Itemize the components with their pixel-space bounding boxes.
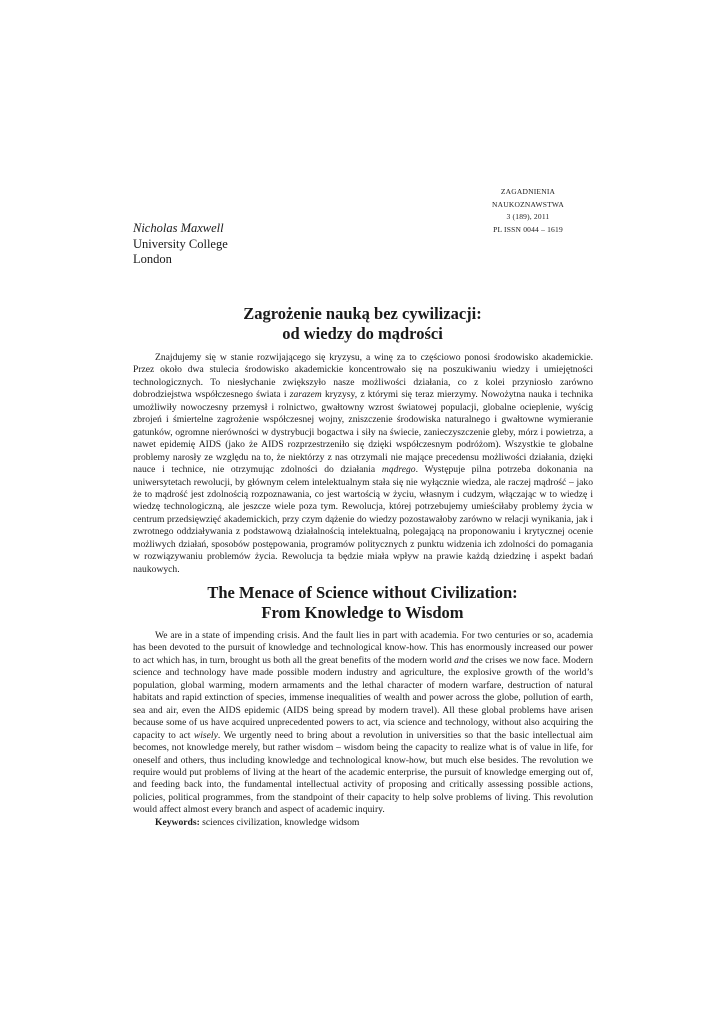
polish-title-line2: od wiedzy do mądrości [282,324,443,343]
polish-title-line1: Zagrożenie nauką bez cywilizacji: [243,304,482,323]
author-affiliation-line2: London [133,252,172,266]
polish-title [0,304,725,344]
english-title [0,583,725,623]
author-affiliation-line1: University College [133,236,228,251]
keywords-line [133,817,593,829]
polish-abstract-emphasis-2: mądrego [381,464,416,476]
polish-abstract [133,352,593,576]
english-abstract-emphasis-1: and [454,654,469,666]
english-title-line1: The Menace of Science without Civilization: [207,583,518,602]
author-name: Nicholas Maxwell [133,221,224,235]
english-abstract-paragraph [133,630,593,817]
journal-name-line2: NAUKOZNAWSTWA [492,199,564,209]
english-abstract [133,630,593,829]
journal-issn: PL ISSN 0044 – 1619 [493,224,563,234]
english-abstract-emphasis-2: wisely [193,729,218,741]
polish-abstract-text-3: . Występuje pilna potrzeba dokonania na uniwersytetach rewolucji, by głównym celem intelektualnym stała się nie wyłącznie wiedza, ale raczej mądrość – jako że to mądrość jest zdolnością rozpoznawania, co jest wartością w życiu, własnym i cudzym, włączając w to wiedzę i wiedzę technologiczną, ale jeszcze wiele poza tym. Rewolucja, której potrzebujemy umieściłaby problemy życia w centrum przedsięwzięć akademickich, przy czym dążenie do wiedzy pozostawałoby zarówno w relacji wynikania, jak i zwrotnego oddziaływania z podstawową działalnością intelektualną, polegającą na proponowaniu i krytycznej ocenie możliwych działań, sposobów postępowania, programów politycznych z punktu widzenia ich zdolności do pomagania w rozwiązywaniu problemów życia. Rewolucja ta będzie miała wpływ na prawie każdą dziedzinę i aspekt badań naukowych. [133,464,593,575]
keywords-label: Keywords: [155,816,200,828]
author-block [133,221,228,268]
polish-abstract-text-1: Znajdujemy się w stanie rozwijającego się kryzysu, a winę za to częściowo ponosi środowisko akademickie. Przez około dwa stulecia środowisko akademickie koncentrowało się na poszukiwaniu wiedzy i umiejętności technologicznych. To niesłychanie zwiększyło nasze możliwości działania, co z kolei przyniosło zarówno dobrodziejstwa współczesnego świata i [133,352,593,401]
journal-issue: 3 (189), 2011 [506,212,550,222]
polish-abstract-emphasis-1: zarazem [289,389,322,401]
polish-abstract-text-2: kryzysy, z którymi się teraz mierzymy. Nowożytna nauka i technika umożliwiły nowoczesny przemysł i rolnictwo, gwałtowny wzrost światowej populacji, globalne ocieplenie, wyścig zbrojeń i śmiertelne zagrożenie współczesnej wojny, zniszczenie środowiska naturalnego i gwałtowne wymieranie gatunków, ogromne nierówności w dystrybucji bogactwa i siły na świecie, zanieczyszczenie gleby, mórz i powietrza, a nawet epidemię AIDS (jako że AIDS rozprzestrzeniło się dzięki współczesnym podróżom). Wszystkie te globalne problemy narosły ze względu na to, że niektórzy z nas otrzymali nie mające precedensu możliwości działania, dzięki nauce i technice, nie otrzymując zdolności do działania [133,389,593,476]
english-abstract-text-2: the crises we now face. Modern science and technology have made possible modern industry and agriculture, the explosive growth of the world’s population, global warming, modern armaments and the lethal character of modern warfare, destruction of natural habitats and rapid extinction of species, immense inequalities of wealth and power across the globe, pollution of earth, sea and air, even the AIDS epidemic (AIDS being spread by modern travel). All these global problems have arisen because some of us have acquired unprecedented powers to act, via science and technology, without also acquiring the capacity to act [133,654,593,741]
english-abstract-text-1: We are in a state of impending crisis. And the fault lies in part with academia. For two centuries or so, academia has been devoted to the pursuit of knowledge and technological know-how. This has enormously increased our power to act which has, in turn, brought us both all the great benefits of the modern world [133,630,593,666]
journal-name-line1: ZAGADNIENIA [500,187,556,196]
polish-abstract-paragraph [133,352,593,576]
english-abstract-text-3: . We urgently need to bring about a revolution in universities so that the basic intellectual aim becomes, not knowledge merely, but rather wisdom – wisdom being the capacity to realize what is of value in life, for oneself and others, thus including knowledge and technological know-how, but much else besides. The revolution we require would put problems of living at the heart of the academic enterprise, the pursuit of knowledge emerging out of, and feeding back into, the fundamental intellectual activity of proposing and critically assessing possible actions, policies, political programmes, from the standpoint of their capacity to help solve problems of living. This revolution would affect almost every branch and aspect of academic inquiry. [133,729,593,816]
keywords-text: sciences civilization, knowledge widsom [199,816,360,828]
english-title-line2: From Knowledge to Wisdom [261,603,464,622]
journal-header [468,186,588,236]
